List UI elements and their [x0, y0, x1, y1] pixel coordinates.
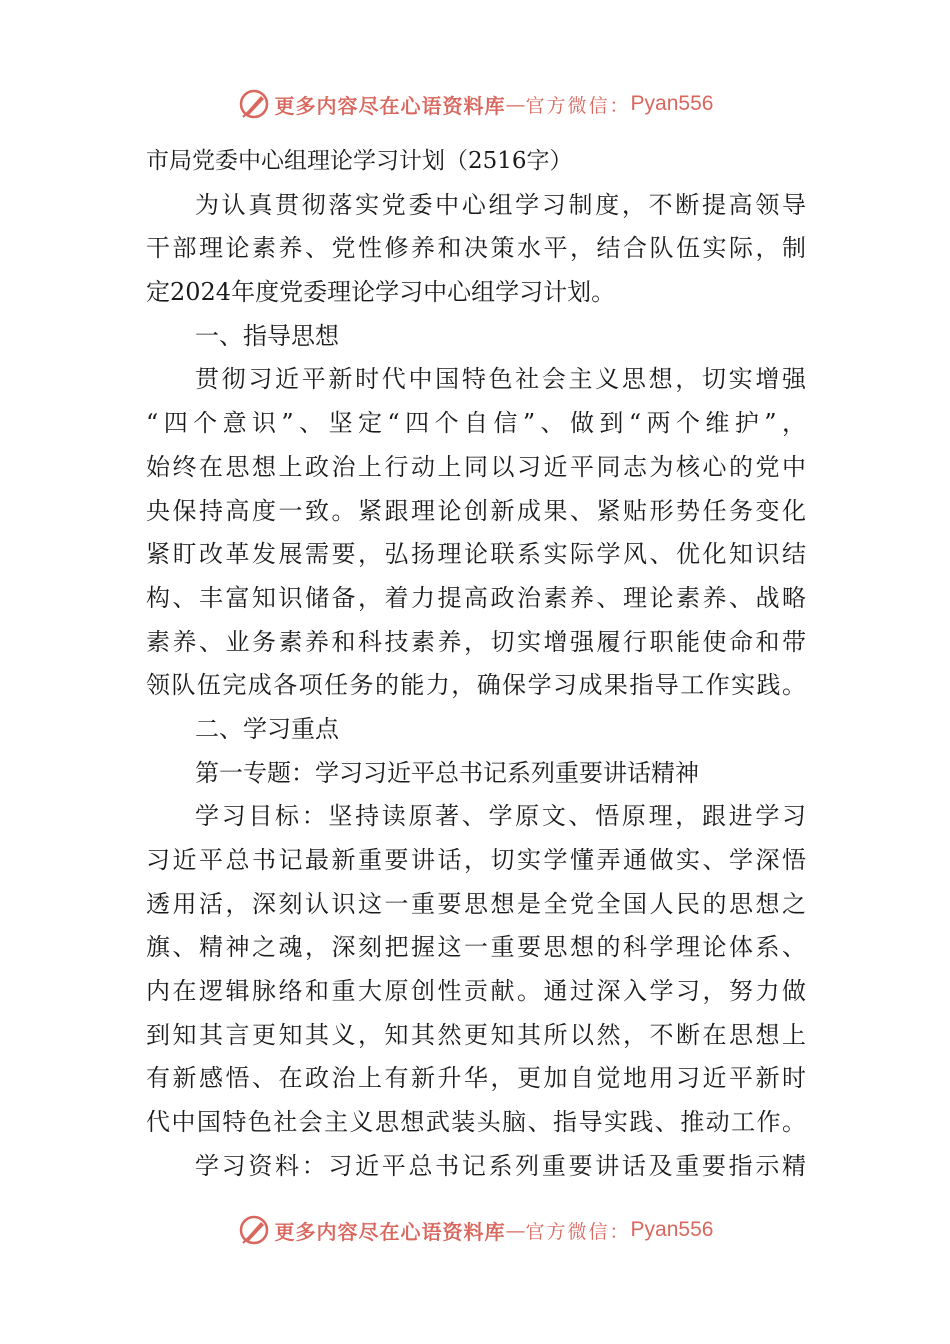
- watermark-banner-bottom: [0, 1210, 950, 1250]
- paragraph-line: 央保持高度一致。紧跟理论创新成果、紧贴形势任务变化: [146, 496, 806, 525]
- watermark-separator: —: [505, 92, 526, 116]
- section-heading: 一、指导思想: [195, 321, 339, 350]
- paragraph-line: “四个意识”、坚定“四个自信”、做到“两个维护”，: [146, 409, 806, 438]
- watermark-id: Pyan556: [630, 92, 714, 115]
- quill-logo-icon: [237, 1213, 271, 1247]
- watermark-separator: —: [505, 1218, 526, 1242]
- section-heading: 二、学习重点: [195, 714, 339, 743]
- paragraph-line: 定2024年度党委理论学习中心组学习计划。: [146, 278, 616, 307]
- paragraph-line: 干部理论素养、党性修养和决策水平，结合队伍实际，制: [146, 234, 806, 263]
- quill-logo-icon: [237, 87, 271, 121]
- paragraph-line: 构、丰富知识储备，着力提高政治素养、理论素养、战略: [146, 583, 806, 612]
- paragraph-line: 旗、精神之魂，深刻把握这一重要思想的科学理论体系、: [146, 933, 806, 962]
- watermark-banner-top: [0, 84, 950, 124]
- paragraph-line: 学习资料：习近平总书记系列重要讲话及重要指示精: [195, 1151, 806, 1180]
- watermark-brand: 更多内容尽在心语资料库: [274, 93, 506, 118]
- watermark-brand: 更多内容尽在心语资料库: [274, 1219, 506, 1244]
- document-title: 市局党委中心组理论学习计划（2516字）: [146, 148, 573, 174]
- paragraph-line: 到知其言更知其义，知其然更知其所以然，不断在思想上: [146, 1020, 806, 1049]
- paragraph-line: 紧盯改革发展需要，弘扬理论联系实际学风、优化知识结: [146, 540, 806, 569]
- watermark-label: 官方微信：: [525, 1220, 631, 1243]
- paragraph-line: 领队伍完成各项任务的能力，确保学习成果指导工作实践。: [146, 671, 806, 700]
- document-body: [146, 140, 806, 1189]
- watermark-id: Pyan556: [630, 1218, 714, 1241]
- subsection-heading: 第一专题：学习习近平总书记系列重要讲话精神: [195, 758, 699, 787]
- paragraph-line: 透用活，深刻认识这一重要思想是全党全国人民的思想之: [146, 889, 806, 918]
- paragraph-line: 为认真贯彻落实党委中心组学习制度，不断提高领导: [195, 190, 806, 219]
- watermark-label: 官方微信：: [525, 94, 631, 117]
- paragraph-line: 学习目标：坚持读原著、学原文、悟原理，跟进学习: [195, 802, 806, 831]
- paragraph-line: 内在逻辑脉络和重大原创性贡献。通过深入学习，努力做: [146, 977, 806, 1006]
- paragraph-line: 代中国特色社会主义思想武装头脑、指导实践、推动工作。: [146, 1108, 806, 1137]
- paragraph-line: 素养、业务素养和科技素养，切实增强履行职能使命和带: [146, 627, 806, 656]
- paragraph-line: 始终在思想上政治上行动上同以习近平同志为核心的党中: [146, 452, 806, 481]
- paragraph-line: 习近平总书记最新重要讲话，切实学懂弄通做实、学深悟: [146, 846, 806, 874]
- paragraph-line: 有新感悟、在政治上有新升华，更加自觉地用习近平新时: [146, 1064, 806, 1093]
- paragraph-line: 贯彻习近平新时代中国特色社会主义思想，切实增强: [195, 365, 806, 394]
